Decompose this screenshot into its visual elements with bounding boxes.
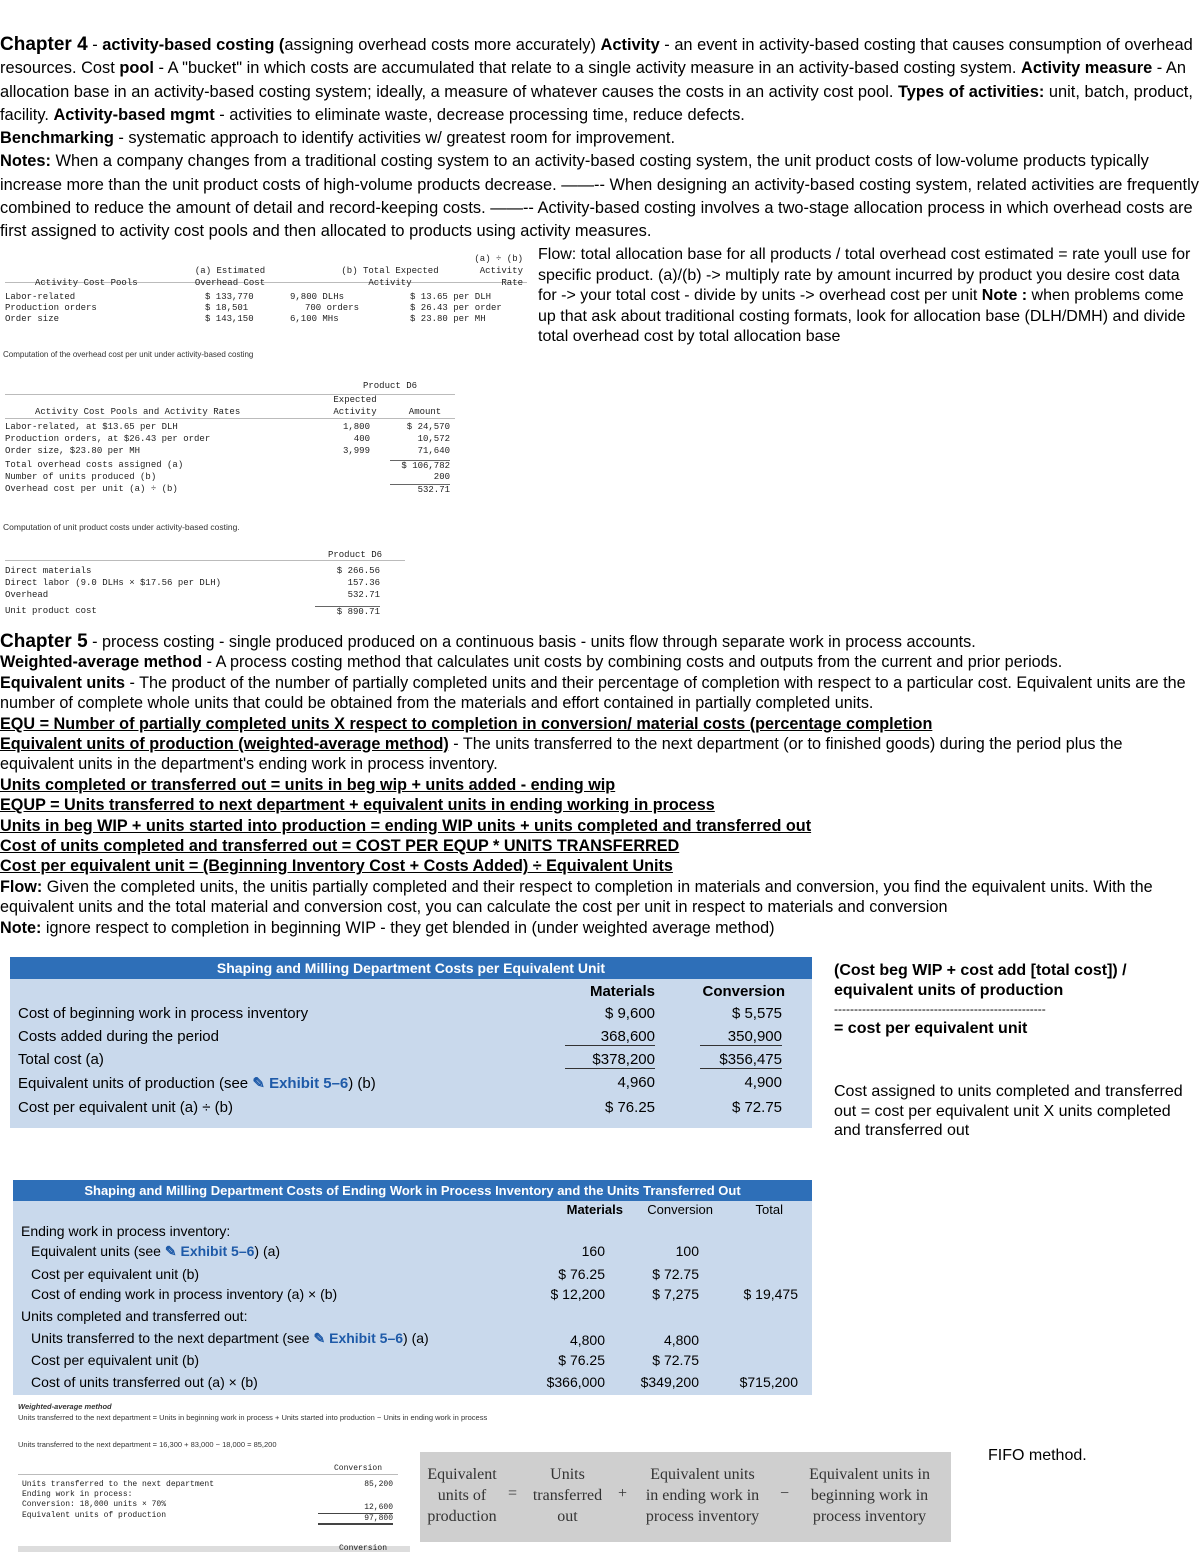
formula-term [520,1464,615,1527]
chapter-4-heading: Chapter 4 [0,34,88,55]
cell: 100 [675,1243,699,1259]
term: Weighted-average method [0,653,203,672]
cell: $ 12,200 [550,1286,605,1302]
row-label: Number of units produced (b) [5,472,157,482]
cell: $ 18,501 [205,303,249,313]
table-caption: Computation of unit product costs under activity-based costing. [3,522,240,532]
text: - A "bucket" in which costs are accumulated that relate to a single activity measure in an activity-based costing system. [153,59,1022,78]
text: - The product of the number of partially completed units and their percentage of completion with respect to a particular cost. Equivalent units are the number of complete whole units that could be obtained from the materials and effort contained in partially completed units. [0,673,1186,713]
cell: $ 23.80 per MH [410,314,486,324]
cell: $ 266.56 [336,566,380,576]
text: production [427,1508,497,1525]
text: Flow: total allocation base for all products / total overhead cost estimated = rate youll use for specific product. (a)/(b) -> multiply rate by amount incurred by product you desire cost data for -> your total cost - divide by units -> overhead cost per unit [538,246,1191,304]
term: Notes: [0,152,51,171]
exhibit-link[interactable]: ✎ Exhibit 5–6 [164,1243,255,1259]
cell: 12,600 [364,1503,393,1512]
cost-formula-note: (Cost beg WIP + cost add [total cost]) / equivalent units of production [834,962,1127,999]
column-header: Product D6 [362,381,417,391]
cell: $ 72.75 [652,1266,699,1282]
text: - The units transferred to the next department (or to finished goods) during the period plus the equivalent units in the department's ending work in process inventory. [0,735,1123,774]
text: Exhibit 5–6 [329,1330,404,1346]
term: Flow: [0,877,43,896]
text: Exhibit 5–6 [269,1075,349,1092]
row-label: Production orders [5,303,97,313]
column-header: Product D6 [327,550,382,560]
text: process inventory [812,1508,927,1525]
row-label: Ending work in process: [22,1490,133,1499]
term: Equivalent units [0,673,126,692]
table-title: Shaping and Milling Department Costs of Ending Work in Process Inventory and the Units Transferred Out [13,1180,812,1201]
row-label [31,1243,280,1260]
term: Equivalent units of production (weighted-average method) [0,735,449,754]
fifo-method-label: FIFO method. [988,1447,1087,1464]
activity-rate-table [5,252,527,332]
column-header: Expected [333,395,377,405]
text: ignore respect to completion in beginning WIP - they get blended in (under weighted average method) [41,918,775,937]
cell: $715,200 [739,1374,798,1390]
cell: $ 76.25 [558,1266,605,1282]
text: units of [437,1487,487,1504]
minus-sign: − [780,1485,790,1502]
column-header: Conversion [702,983,785,1000]
text: - [87,36,103,54]
cell: $378,200 [565,1051,655,1069]
cell: 400 [353,434,370,444]
cell: 4,800 [663,1332,699,1348]
formula: Units completed or transferred out = units in beg wip + units added - ending wip [0,775,616,794]
text: out [557,1508,578,1525]
cell: $ 890.71 [315,606,380,617]
term: Note : [981,287,1028,304]
formula-term [630,1464,775,1527]
text: ) (b) [348,1075,376,1092]
cell: 350,900 [700,1028,782,1046]
cell: $ 24,570 [406,422,450,432]
cell: $ 26.43 per order [410,303,502,313]
cell: 6,100 MHs [290,314,339,324]
text: Equivalent units (see [31,1243,165,1259]
column-header: Activity [368,278,412,288]
text: process inventory [645,1508,760,1525]
cell: 4,900 [744,1074,782,1091]
plus-sign: + [618,1485,628,1502]
term: Benchmarking [0,129,114,148]
text: beginning work in [810,1487,929,1504]
text: - A process costing method that calculates unit costs by combining costs and outputs from the current and prior periods. [202,653,1063,672]
text: Exhibit 5–6 [180,1243,255,1259]
cell: 700 orders [305,303,360,313]
section-label: Units completed and transferred out: [21,1308,248,1324]
text: - activities to eliminate waste, decrease processing time, reduce defects. [214,105,745,124]
column-header: (a) ÷ (b) [474,254,523,264]
cost-formula-result: = cost per equivalent unit [834,1020,1028,1037]
divider [5,418,455,419]
text: When a company changes from a traditional costing system to an activity-based costing system, the unit product costs of low-volume products typically increase more than the unit product costs of high-volume products decrease. ——-- When designing an activity-based costing system, related activities are frequently combined to reduce the amount of detail and record-keeping costs. ——-- Activity-based costing involves a two-stage allocation process in which overhead costs are first assigned to activity cost pools and then allocated to products using activity measures. [0,152,1199,241]
column-header: Total [755,1202,783,1217]
formula-term [792,1464,947,1527]
divider: ----------------------------------------------------- [834,1002,1046,1016]
cell: $ 72.75 [652,1352,699,1368]
table-title: Shaping and Milling Department Costs per Equivalent Unit [10,957,812,979]
row-label: Overhead [5,590,49,600]
row-label: Labor-related, at $13.65 per DLH [5,422,178,432]
cell: 10,572 [417,434,450,444]
cell: 160 [581,1243,605,1259]
text: assigning overhead costs more accurately) [284,36,601,54]
cell: 200 [433,472,450,482]
row-label: Order size [5,314,60,324]
cell: $349,200 [640,1374,699,1390]
text: Given the completed units, the unitis partially completed and their respect to completion in materials and conversion, you find the equivalent units. With the equivalent units and the total material and conversion cost, you can calculate the cost per unit in respect to materials and conversion [0,877,1153,917]
cell: 97,800 [318,1513,393,1525]
cell: 532.71 [390,484,450,495]
table-row [5,292,527,303]
text: Equivalent units of production (see [18,1075,253,1092]
cell: $ 19,475 [743,1286,798,1302]
ch4-paragraph-1 [0,33,1200,244]
cell: 1,800 [342,422,370,432]
formula-line: Units transferred to the next department = 16,300 + 83,000 − 18,000 = 85,200 [18,1440,277,1449]
row-label: Order size, $23.80 per MH [5,446,141,456]
cell: $ 9,600 [604,1005,655,1022]
row-label: Cost per equivalent unit (a) ÷ (b) [18,1099,233,1116]
term: Activity [600,36,660,54]
column-header: (b) Total Expected [341,266,439,276]
cell: 71,640 [417,446,450,456]
cell: $356,475 [700,1051,782,1069]
cell: 157.36 [347,578,380,588]
cell: 532.71 [347,590,380,600]
cell: 4,960 [617,1074,655,1091]
column-header: Materials [566,1202,623,1217]
row-label: Equivalent units of production [22,1511,167,1520]
term: pool [119,59,154,78]
text: Units transferred to the next department (see [31,1330,314,1346]
cell: $ 76.25 [558,1352,605,1368]
row-label: Labor-related [5,292,76,302]
row-label: Costs added during the period [18,1028,219,1045]
text: Equivalent units in [809,1466,930,1483]
exhibit-link[interactable]: ✎ Exhibit 5–6 [252,1075,349,1092]
divider [5,394,455,395]
unit-product-cost-table [5,548,405,626]
chapter-5-heading: Chapter 5 [0,631,88,652]
section-label: Ending work in process inventory: [21,1223,231,1239]
text: unit, batch, product, facility. [0,82,1193,124]
cell: $ 143,150 [205,314,254,324]
column-header: Activity Cost Pools [35,278,138,288]
formula: EQU = Number of partially completed units X respect to completion in conversion/ material costs (percentage completion [0,714,933,733]
column-header: Conversion [647,1202,713,1217]
formula: Cost of units completed and transferred out = COST PER EQUP * UNITS TRANSFERRED [0,837,680,856]
row-label: Conversion: 18,000 units × 70% [22,1500,167,1509]
cost-assigned-note: Cost assigned to units completed and transferred out = cost per equivalent unit X units completed and transferred out [834,1083,1183,1139]
formula: Cost per equivalent unit = (Beginning Inventory Cost + Costs Added) ÷ Equivalent Units [0,857,673,876]
exhibit-link[interactable]: ✎ Exhibit 5–6 [313,1330,404,1346]
row-label: Direct materials [5,566,92,576]
column-header: Activity [479,266,523,276]
ending-wip-table [13,1180,812,1395]
row-label: Direct labor (9.0 DLHs × $17.56 per DLH) [5,578,222,588]
cell: $ 76.25 [604,1099,655,1116]
row-label: Overhead cost per unit (a) ÷ (b) [5,484,178,494]
text: ) (a) [403,1330,429,1346]
text: - An allocation base in an activity-based costing system; ideally, a measure of whatever causes the costs in an activity cost pool. [0,59,1186,101]
row-label [18,1074,376,1092]
cell: 3,999 [342,446,370,456]
formula: Units in beg WIP + units started into production = ending WIP units + units completed and transferred out [0,816,812,835]
column-header: Conversion [333,1464,382,1473]
text: in ending work in [645,1487,760,1504]
column-header: Materials [589,983,655,1000]
term: Note: [0,918,42,937]
table-row [5,314,527,325]
text: - process costing - single produced produced on a continuous basis - units flow through separate work in process accounts. [87,633,976,651]
row-label: Cost of ending work in process inventory (a) × (b) [31,1286,338,1302]
cost-per-equivalent-unit-table [10,957,812,1128]
column-header: Conversion [338,1544,387,1553]
row-label [31,1330,429,1347]
row-label: Units transferred to the next department [22,1480,215,1489]
cell: $ 7,275 [652,1286,699,1302]
cell: $ 5,575 [731,1005,782,1022]
cell: $ 133,770 [205,292,254,302]
row-label: Cost per equivalent unit (b) [31,1266,200,1282]
column-header: Overhead Cost [194,278,266,288]
text: Equivalent [427,1466,497,1483]
flow-note [538,245,1200,348]
row-label: Total cost (a) [18,1051,104,1068]
row-label: Production orders, at $26.43 per order [5,434,211,444]
text: - systematic approach to identify activities w/ greatest room for improvement. [113,129,675,148]
table-row [5,303,527,314]
cell: 9,800 DLHs [290,292,345,302]
row-label: Cost of beginning work in process inventory [18,1005,309,1022]
text: when problems come up that ask about traditional costing formats, look for allocation base (DLH/DMH) and divide total overhead cost by total allocation base [538,287,1186,345]
text: ) (a) [254,1243,281,1259]
column-header: Rate [501,278,523,288]
cell: 85,200 [364,1480,393,1489]
row-label: Cost of units transferred out (a) × (b) [31,1374,258,1390]
cell: $ 13.65 per DLH [410,292,492,302]
term: Types of activities: [898,82,1045,101]
formula-line: Units transferred to the next department = Units in beginning work in process + Units started into production − Units in ending work in process [18,1413,488,1422]
product-overhead-table [5,378,455,506]
text: Equivalent units [650,1466,755,1483]
cell: $366,000 [546,1374,605,1390]
term: Activity measure [1021,59,1153,78]
column-header: Activity [333,407,377,417]
text: Units [550,1466,585,1483]
method-label: Weighted-average method [18,1402,112,1411]
cell: 368,600 [565,1028,655,1046]
divider [5,560,405,561]
ch5-text [0,632,1200,938]
divider [18,1474,398,1475]
equivalent-units-formula [420,1452,951,1542]
table-body [5,292,527,325]
row-label: Cost per equivalent unit (b) [31,1352,200,1368]
column-header: Amount [408,407,442,417]
table-caption: Computation of the overhead cost per unit under activity-based costing [3,350,254,359]
column-header: Activity Cost Pools and Activity Rates [35,407,241,417]
formula: EQUP = Units transferred to next department + equivalent units in ending working in process [0,796,715,815]
row-label: Total overhead costs assigned (a) [5,460,184,470]
text: transferred [532,1487,603,1504]
formula-term [422,1464,502,1527]
equivalent-units-table [18,1462,398,1552]
row-label: Unit product cost [5,606,97,616]
term: Activity-based mgmt [53,105,215,124]
cell: $ 106,782 [390,460,450,471]
cell: 4,800 [569,1332,605,1348]
cell: $ 72.75 [731,1099,782,1116]
term: activity-based costing ( [102,36,285,54]
equals-sign: = [508,1485,518,1502]
column-header: (a) Estimated [194,266,266,276]
text: - an event in activity-based costing that causes consumption of overhead resources. Cost [0,36,1193,78]
